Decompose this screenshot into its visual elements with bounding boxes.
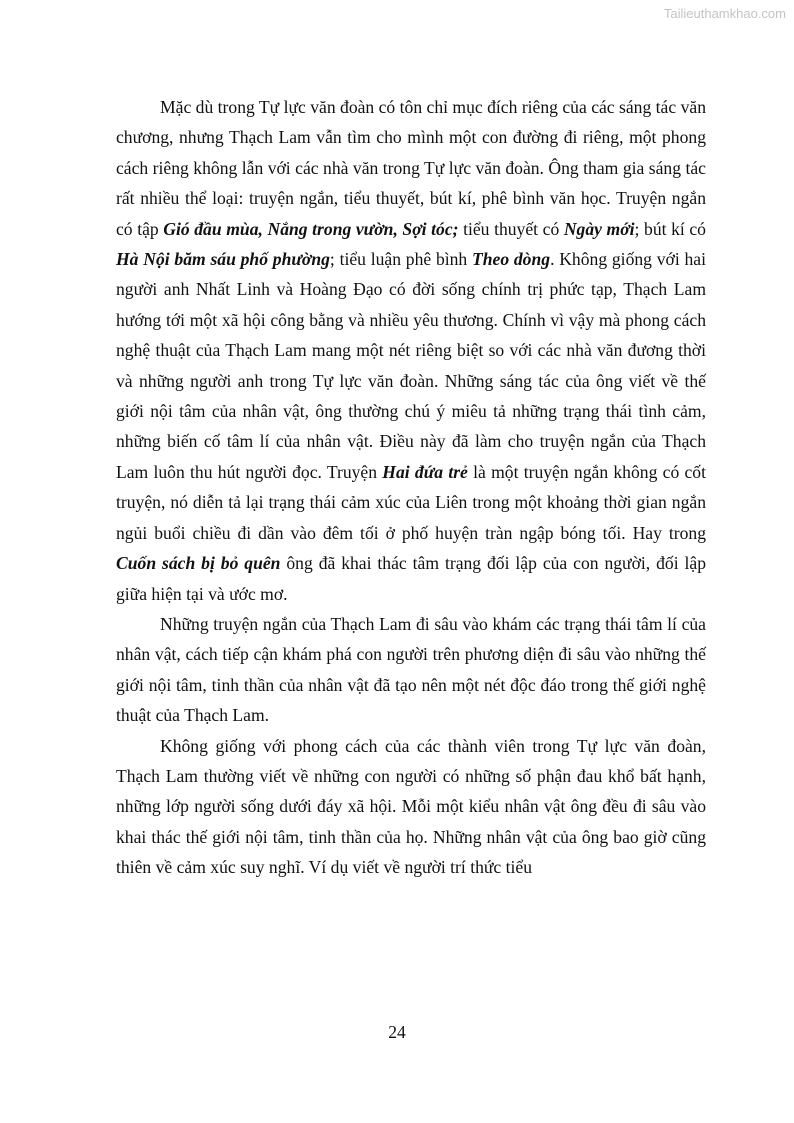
emphasis-title: Hà Nội băm sáu phố phường — [116, 249, 330, 270]
paragraph-1 — [116, 92, 706, 609]
text-run: Mặc dù trong Tự lực văn đoàn có tôn chỉ mục đích riêng của các sáng tác văn chương, nhưng Thạch Lam vẫn tìm cho mình một con đường đi riêng, một phong cách riêng không lẫn với các nhà văn trong Tự lực văn đoàn. Ông tham gia sáng tác rất nhiều thể loại: truyện ngắn, tiểu thuyết, bút kí, phê bình văn học. Truyện ngắn có tập — [116, 97, 706, 239]
page-number: 24 — [388, 1022, 406, 1042]
watermark: Tailieuthamkhao.com — [663, 6, 786, 21]
text-run: tiểu thuyết có — [458, 218, 564, 239]
text-run: Không giống với phong cách của các thành viên trong Tự lực văn đoàn, Thạch Lam thường viết về những con người có những số phận đau khổ bất hạnh, những lớp người sống dưới đáy xã hội. Mỗi một kiểu nhân vật ông đều đi sâu vào khai thác thế giới nội tâm, tinh thần của họ. Những nhân vật của ông bao giờ cũng thiên về cảm xúc suy nghĩ. Ví dụ viết về người trí thức tiểu — [116, 735, 706, 878]
text-run: ; tiểu luận phê bình — [329, 249, 472, 270]
emphasis-title: Ngày mới — [563, 218, 635, 239]
paragraph-3 — [116, 731, 706, 883]
emphasis-title: Gió đầu mùa, Nắng trong vườn, Sợi tóc; — [163, 218, 459, 239]
text-run: ; bút kí có — [634, 218, 706, 239]
emphasis-title: Cuốn sách bị bỏ quên — [116, 553, 281, 574]
text-run: Những truyện ngắn của Thạch Lam đi sâu vào khám các trạng thái tâm lí của nhân vật, cách tiếp cận khám phá con người trên phương diện đi sâu vào những thế giới nội tâm, tinh thần của nhân vật đã tạo nên một nét độc đáo trong thế giới nghệ thuật của Thạch Lam. — [116, 613, 706, 726]
text-run: ông đã khai thác tâm trạng đối lập của con người, đối lập giữa hiện tại và ước mơ. — [116, 553, 706, 604]
emphasis-title: Theo dòng — [471, 249, 551, 270]
document-body — [116, 92, 706, 883]
paragraph-2 — [116, 609, 706, 731]
text-run: . Không giống với hai người anh Nhất Linh và Hoàng Đạo có đời sống chính trị phức tạp, Thạch Lam hướng tới một xã hội công bằng và nhiều yêu thương. Chính vì vậy mà phong cách nghệ thuật của Thạch Lam mang một nét riêng biệt so với các nhà văn đương thời và những người anh trong Tự lực văn đoàn. Những sáng tác của ông viết về thế giới nội tâm của nhân vật, ông thường chú ý miêu tả những trạng thái tình cảm, những biến cố tâm lí của nhân vật. Điều này đã làm cho truyện ngắn của Thạch Lam luôn thu hút người đọc. Truyện — [116, 249, 706, 482]
text-run: là một truyện ngắn không có cốt truyện, nó diễn tả lại trạng thái cảm xúc của Liên trong một khoảng thời gian ngắn ngủi buổi chiều đi dần vào đêm tối ở phố huyện tràn ngập bóng tối. Hay trong — [116, 461, 706, 543]
emphasis-title: Hai đứa trẻ — [382, 461, 468, 482]
